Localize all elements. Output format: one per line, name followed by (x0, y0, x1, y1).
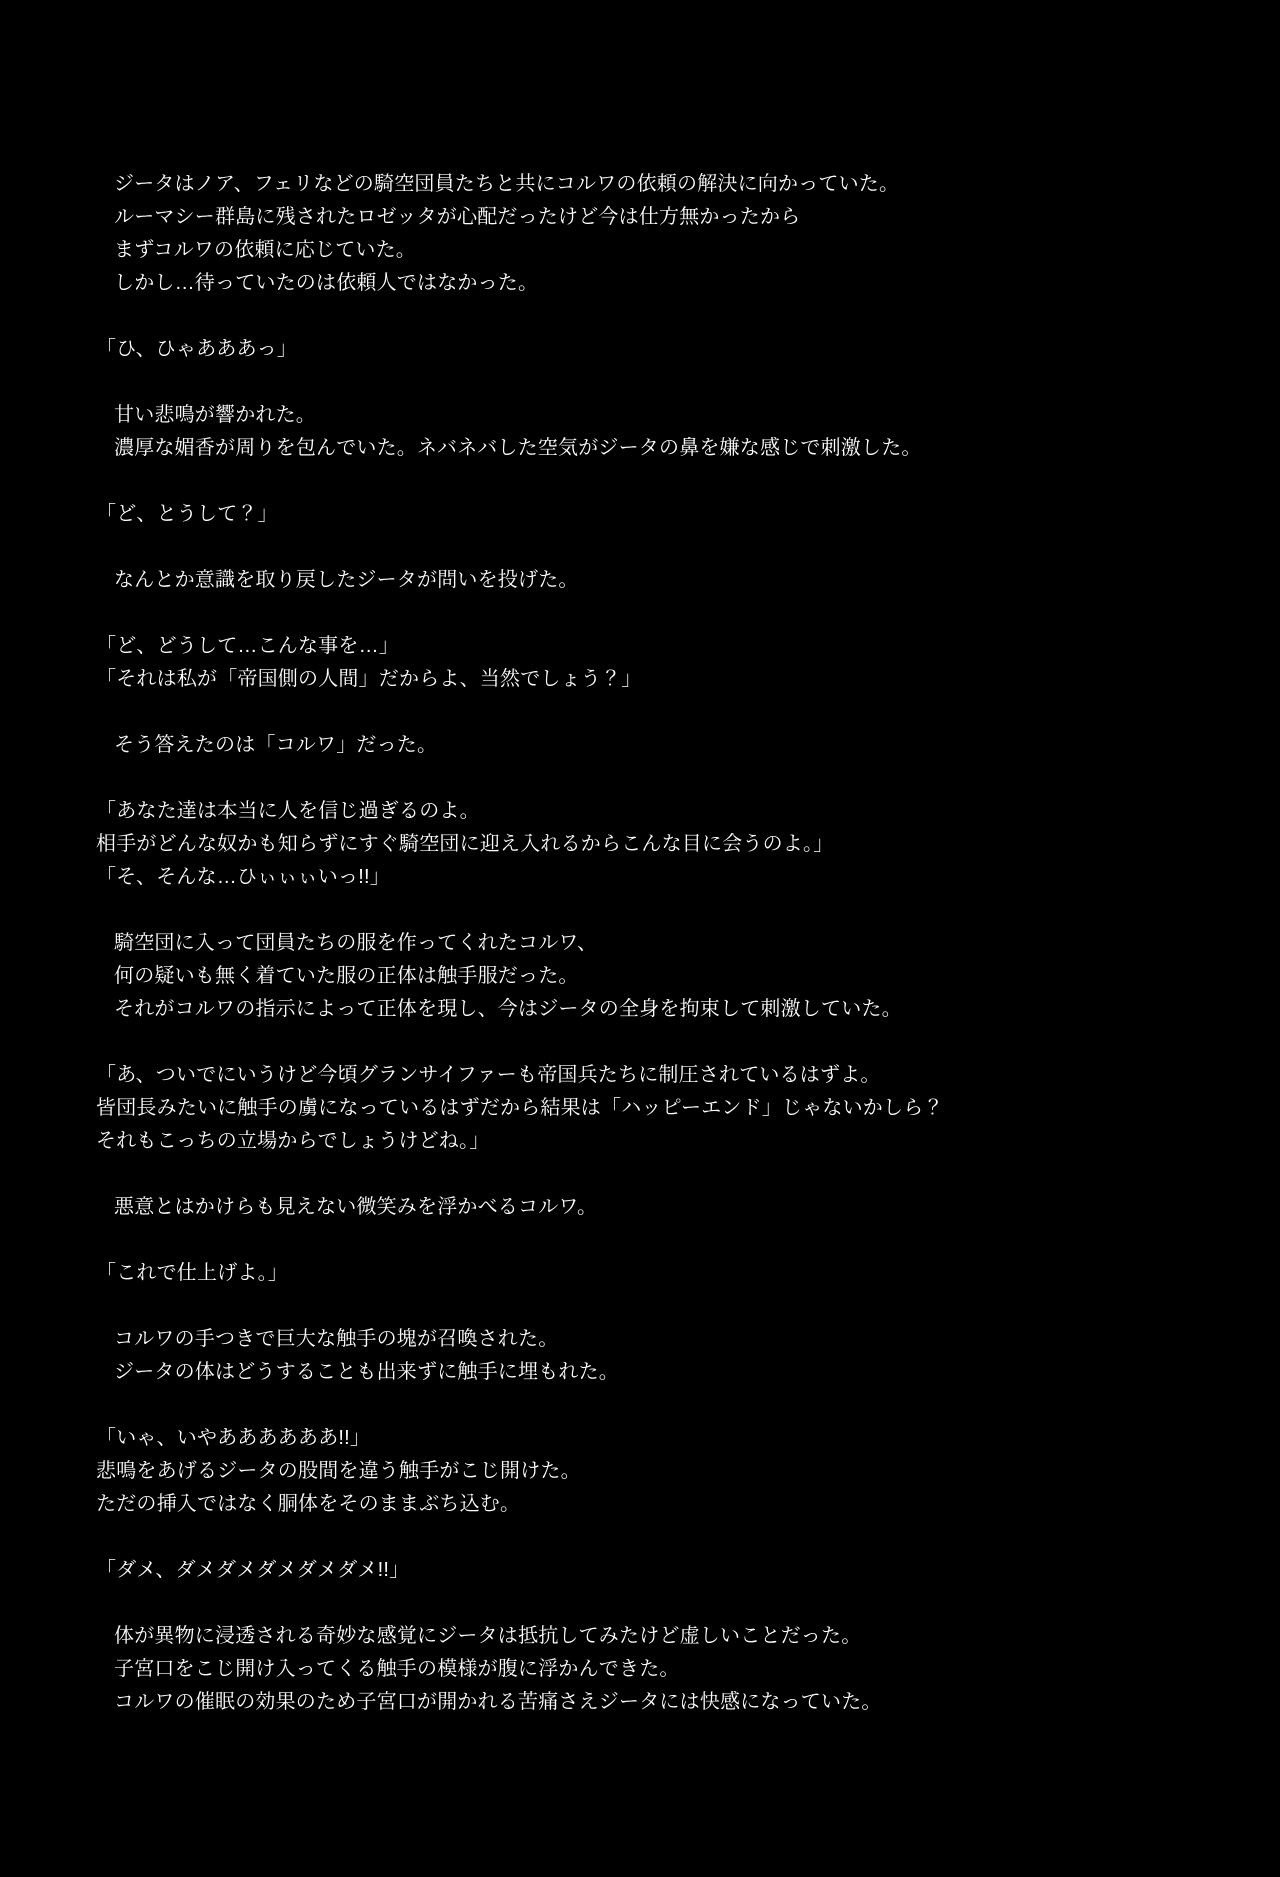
paragraph-spacer (96, 762, 1184, 795)
story-line: 何の疑いも無く着ていた服の正体は触手服だった。 (114, 965, 579, 987)
paragraph-spacer (96, 300, 1184, 333)
story-paragraph (96, 1257, 1184, 1290)
story-paragraph (96, 1059, 1184, 1158)
story-text-body (96, 168, 1184, 1719)
story-line: ジータはノア、フェリなどの騎空団員たちと共にコルワの依頼の解決に向かっていた。 (114, 173, 900, 195)
paragraph-spacer (96, 597, 1184, 630)
story-paragraph (96, 1554, 1184, 1587)
story-line: 「そ、そんな…ひぃぃぃいっ!!」 (96, 866, 390, 888)
paragraph-spacer (96, 1521, 1184, 1554)
story-line: それもこっちの立場からでしょうけどね。」 (96, 1130, 490, 1152)
story-paragraph (96, 1422, 1184, 1521)
story-line: 濃厚な媚香が周りを包んでいた。ネバネバした空気がジータの鼻を嫌な感じで刺激した。 (114, 437, 922, 459)
story-line: ただの挿入ではなく胴体をそのままぶち込む。 (96, 1493, 521, 1515)
story-paragraph (96, 399, 1184, 465)
story-line: 体が異物に浸透される奇妙な感覚にジータは抵抗してみたけど虚しいことだった。 (114, 1625, 862, 1647)
story-line: 子宮口をこじ開け入ってくる触手の模様が腹に浮かんできた。 (114, 1658, 680, 1680)
story-line: 皆団長みたいに触手の虜になっているはずだから結果は「ハッピーエンド」じゃないかしら？ (96, 1097, 944, 1119)
story-line: 「いゃ、いやああああああ!!」 (96, 1427, 371, 1449)
paragraph-spacer (96, 1158, 1184, 1191)
story-line: 「ど、とうして？」 (96, 503, 278, 525)
story-paragraph (96, 1191, 1184, 1224)
story-paragraph (96, 168, 1184, 300)
story-line: 「ひ、ひゃあああっ」 (96, 338, 297, 360)
story-line: 相手がどんな奴かも知らずにすぐ騎空団に迎え入れるからこんな目に会うのよ。」 (96, 833, 834, 855)
story-line: そう答えたのは「コルワ」だった。 (114, 734, 438, 756)
paragraph-spacer (96, 366, 1184, 399)
story-line: 悲鳴をあげるジータの股間を違う触手がこじ開けた。 (96, 1460, 581, 1482)
paragraph-spacer (96, 1290, 1184, 1323)
story-paragraph (96, 729, 1184, 762)
story-paragraph (96, 795, 1184, 894)
story-paragraph (96, 927, 1184, 1026)
story-line: まずコルワの依頼に応じていた。 (114, 239, 416, 261)
paragraph-spacer (96, 1389, 1184, 1422)
story-line: 騎空団に入って団員たちの服を作ってくれたコルワ、 (114, 932, 598, 954)
story-line: 「これで仕上げよ。」 (96, 1262, 288, 1284)
story-line: 悪意とはかけらも見えない微笑みを浮かべるコルワ。 (114, 1196, 598, 1218)
story-line: それがコルワの指示によって正体を現し、今はジータの全身を拘束して刺激していた。 (114, 998, 902, 1020)
story-line: ルーマシー群島に残されたロゼッタが心配だったけど今は仕方無かったから (114, 206, 801, 228)
story-paragraph (96, 630, 1184, 696)
story-line: 「それは私が「帝国側の人間」だからよ、当然でしょう？」 (96, 668, 642, 690)
story-line: しかし…待っていたのは依頼人ではなかった。 (114, 272, 539, 294)
story-line: 「ど、どうして…こんな事を…」 (96, 635, 399, 657)
story-line: なんとか意識を取り戻したジータが問いを投げた。 (114, 569, 579, 591)
story-line: コルワの催眠の効果のため子宮口が開かれる苦痛さえジータには快感になっていた。 (114, 1691, 882, 1713)
story-paragraph (96, 333, 1184, 366)
paragraph-spacer (96, 1224, 1184, 1257)
paragraph-spacer (96, 531, 1184, 564)
paragraph-spacer (96, 696, 1184, 729)
story-line: コルワの手つきで巨大な触手の塊が召喚された。 (114, 1328, 559, 1350)
paragraph-spacer (96, 465, 1184, 498)
story-line: 甘い悲鳴が響かれた。 (114, 404, 316, 426)
paragraph-spacer (96, 1587, 1184, 1620)
paragraph-spacer (96, 1026, 1184, 1059)
paragraph-spacer (96, 894, 1184, 927)
story-line: 「あなた達は本当に人を信じ過ぎるのよ。 (96, 800, 480, 822)
story-paragraph (96, 1323, 1184, 1389)
story-line: 「ダメ、ダメダメダメダメダメ!!」 (96, 1559, 410, 1581)
story-paragraph (96, 498, 1184, 531)
story-paragraph (96, 564, 1184, 597)
story-paragraph (96, 1620, 1184, 1719)
story-line: ジータの体はどうすることも出来ずに触手に埋もれた。 (114, 1361, 619, 1383)
story-line: 「あ、ついでにいうけど今頃グランサイファーも帝国兵たちに制圧されているはずよ。 (96, 1064, 881, 1086)
